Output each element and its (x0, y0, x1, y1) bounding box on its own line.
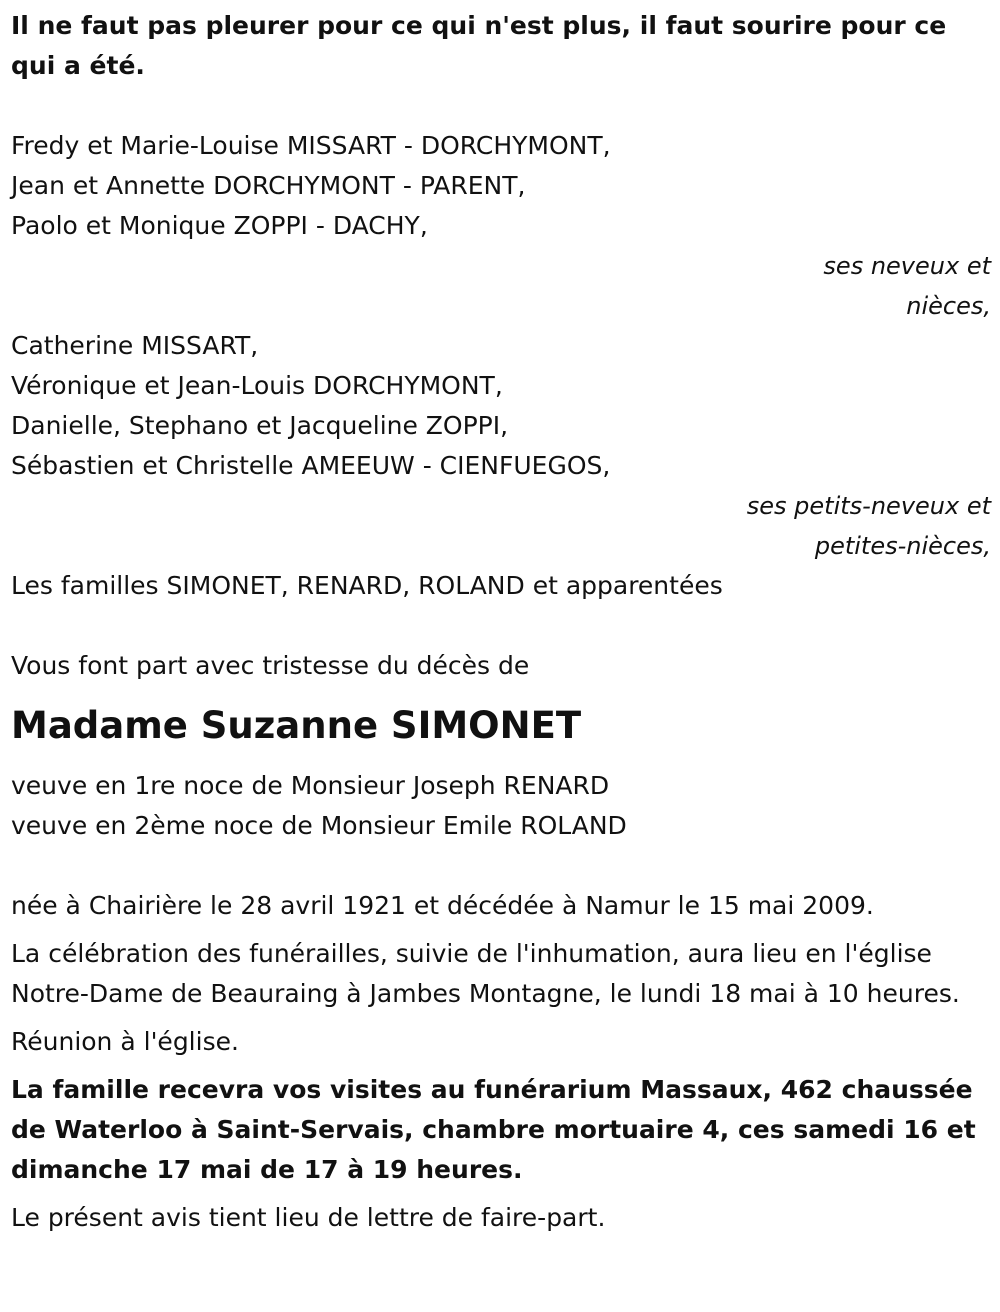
obituary-notice (11, 0, 991, 1238)
relationship-label-line: nièces, (906, 292, 991, 320)
announcement-text: Vous font part avec tristesse du décès de (11, 651, 530, 680)
ceremony-info: La célébration des funérailles, suivie de l'inhumation, aura lieu en l'église Notre-Dame de Beauraing à Jambes Montagne, le lundi 18 mai à 10 heures. (11, 939, 960, 1008)
related-families: Les familles SIMONET, RENARD, ROLAND et apparentées (11, 571, 723, 600)
spacer (11, 1190, 991, 1198)
meeting-info: Réunion à l'église. (11, 1027, 239, 1056)
relationship-label-line: petites-nièces, (814, 532, 991, 560)
relationship-label-line: ses petits-neveux et (746, 492, 991, 520)
family-name-line: Paolo et Monique ZOPPI - DACHY, (11, 211, 428, 240)
spacer (11, 1062, 991, 1070)
family-name-line: Fredy et Marie-Louise MISSART - DORCHYMONT, (11, 131, 611, 160)
spacer (11, 926, 991, 934)
relationship-label-line: ses neveux et (823, 252, 991, 280)
family-name-line: Catherine MISSART, (11, 331, 259, 360)
widow-line: veuve en 1re noce de Monsieur Joseph RENARD (11, 771, 610, 800)
widow-line: veuve en 2ème noce de Monsieur Emile ROLAND (11, 811, 627, 840)
relationship-label (11, 486, 991, 566)
visits-info: La famille recevra vos visites au funérarium Massaux, 462 chaussée de Waterloo à Saint-Servais, chambre mortuaire 4, ces samedi 16 et dimanche 17 mai de 17 à 19 heures. (11, 1075, 976, 1184)
family-name-line: Véronique et Jean-Louis DORCHYMONT, (11, 371, 503, 400)
closing-note: Le présent avis tient lieu de lettre de faire-part. (11, 1203, 606, 1232)
spacer (11, 606, 991, 646)
deceased-name: Madame Suzanne SIMONET (11, 704, 582, 747)
family-name-line: Sébastien et Christelle AMEEUW - CIENFUEGOS, (11, 451, 611, 480)
grand-nephews-nieces-group (11, 326, 991, 566)
nephews-nieces-group (11, 126, 991, 326)
family-name-line: Danielle, Stephano et Jacqueline ZOPPI, (11, 411, 509, 440)
opening-quote: Il ne faut pas pleurer pour ce qui n'est plus, il faut sourire pour ce qui a été. (11, 11, 947, 80)
widow-info (11, 766, 991, 846)
birth-death-info: née à Chairière le 28 avril 1921 et décédée à Namur le 15 mai 2009. (11, 891, 874, 920)
relationship-label (11, 246, 991, 326)
spacer (11, 846, 991, 886)
family-name-line: Jean et Annette DORCHYMONT - PARENT, (11, 171, 526, 200)
spacer (11, 86, 991, 126)
spacer (11, 1014, 991, 1022)
